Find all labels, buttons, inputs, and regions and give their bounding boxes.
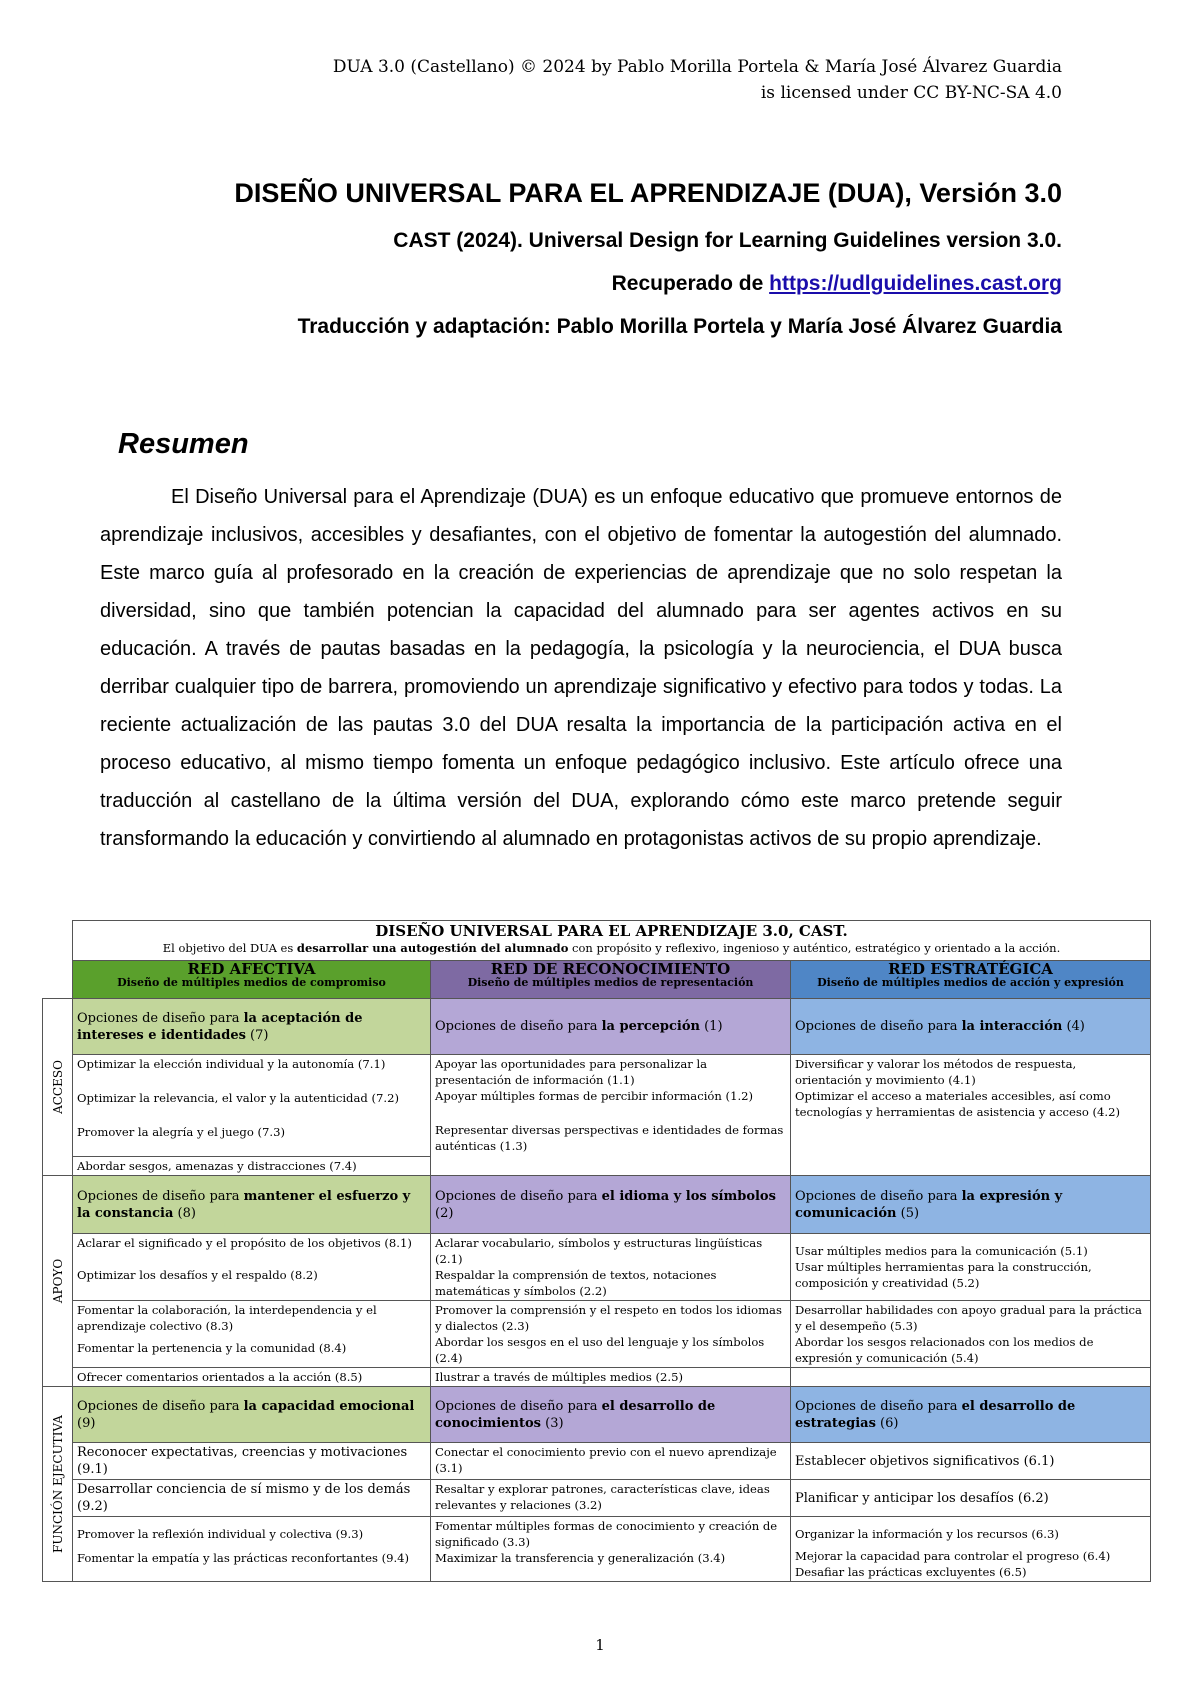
consideration: Optimizar la relevancia, el valor y la autenticidad (7.2) (77, 1091, 399, 1105)
license-line-1: DUA 3.0 (Castellano) © 2024 by Pablo Morilla Portela & María José Álvarez Guardia (332, 57, 1062, 77)
consideration: Optimizar el acceso a materiales accesibles, así como tecnologías y herramientas de asistencia y acceso (4.2) (795, 1089, 1120, 1119)
consideration: Usar múltiples medios para la comunicación (5.1) (795, 1244, 1088, 1258)
consideration-cell (73, 1368, 431, 1387)
options-number: (1) (699, 1019, 723, 1034)
license-line-2: is licensed under CC BY-NC-SA 4.0 (760, 83, 1062, 103)
consideration: Fomentar la empatía y las prácticas reconfortantes (9.4) (77, 1551, 410, 1565)
options-topic: el desarrollo de estrategias (795, 1398, 1076, 1431)
consideration: Fomentar la colaboración, la interdependencia y el aprendizaje colectivo (8.3) (77, 1303, 377, 1333)
row-label-text: ACCESO (50, 1060, 65, 1114)
options-topic: la expresión y comunicación (795, 1188, 1063, 1221)
consideration: Organizar la información y los recursos (6.3) (795, 1527, 1059, 1541)
network-name: RED DE RECONOCIMIENTO (490, 960, 731, 978)
consideration: Usar múltiples herramientas para la construcción, composición y creatividad (5.2) (795, 1260, 1092, 1290)
options-cell (791, 999, 1151, 1055)
consideration-cell (431, 1234, 791, 1301)
consideration-cell (431, 1480, 791, 1517)
consideration: Abordar los sesgos en el uso del lenguaje y los símbolos (2.4) (435, 1335, 765, 1365)
options-cell (431, 1387, 791, 1443)
options-prefix: Opciones de diseño para (77, 1188, 244, 1204)
network-desc: Diseño de múltiples medios de representación (467, 976, 754, 989)
options-number: (5) (896, 1205, 920, 1221)
options-prefix: Opciones de diseño para (77, 1010, 244, 1026)
consideration: Promover la reflexión individual y colectiva (9.3) (77, 1527, 364, 1541)
document-title: DISEÑO UNIVERSAL PARA EL APRENDIZAJE (DUA), Versión 3.0 (234, 178, 1062, 208)
options-topic: el desarrollo de conocimientos (435, 1398, 716, 1431)
row-label-funcion-ejecutiva (43, 1387, 73, 1582)
options-number: (4) (1062, 1019, 1085, 1034)
consideration: Maximizar la transferencia y generalización (3.4) (435, 1551, 726, 1565)
options-cell (73, 999, 431, 1055)
consideration-cell (791, 1234, 1151, 1301)
consideration: Promover la comprensión y el respeto en todos los idiomas y dialectos (2.3) (435, 1303, 782, 1333)
consideration: Aclarar vocabulario, símbolos y estructuras lingüísticas (2.1) (435, 1236, 763, 1266)
options-number: (7) (245, 1027, 269, 1043)
consideration-cell (73, 1157, 431, 1176)
options-topic: la percepción (601, 1019, 700, 1034)
options-number: (8) (173, 1205, 196, 1221)
options-number: (3) (540, 1415, 564, 1431)
options-cell (73, 1387, 431, 1443)
consideration: Desarrollar conciencia de sí mismo y de los demás (9.2) (77, 1482, 411, 1514)
network-affective (73, 961, 431, 999)
options-cell (431, 999, 791, 1055)
consideration: Mejorar la capacidad para controlar el progreso (6.4) (795, 1549, 1111, 1563)
consideration-cell (791, 1480, 1151, 1517)
consideration: Fomentar múltiples formas de conocimiento y creación de significado (3.3) (435, 1519, 778, 1549)
consideration: Desafiar las prácticas excluyentes (6.5) (795, 1565, 1027, 1579)
options-topic: mantener el esfuerzo y la constancia (77, 1188, 411, 1221)
options-prefix: Opciones de diseño para (77, 1398, 244, 1414)
consideration: Planificar y anticipar los desafíos (6.2) (795, 1490, 1049, 1506)
consideration: Apoyar múltiples formas de percibir información (1.2) (435, 1089, 754, 1103)
consideration-cell (431, 1368, 791, 1387)
network-strategic (791, 961, 1151, 999)
options-number: (6) (875, 1415, 899, 1431)
network-desc: Diseño de múltiples medios de acción y expresión (817, 976, 1124, 989)
options-number: (9) (77, 1415, 96, 1431)
network-recognition (431, 961, 791, 999)
resumen-heading: Resumen (118, 428, 249, 460)
options-prefix: Opciones de diseño para (795, 1188, 962, 1204)
page-number: 1 (595, 1636, 605, 1654)
network-name: RED AFECTIVA (187, 960, 316, 978)
options-prefix: Opciones de diseño para (795, 1019, 962, 1034)
options-prefix: Opciones de diseño para (435, 1188, 602, 1204)
options-topic: la aceptación de intereses e identidades (77, 1010, 363, 1043)
subtitle-post: con propósito y reflexivo, ingenioso y auténtico, estratégico y orientado a la acción. (568, 941, 1061, 955)
row-label-text: FUNCIÓN EJECUTIVA (50, 1415, 65, 1553)
table-header (73, 921, 1151, 961)
subtitle-pre: El objetivo del DUA es (162, 941, 297, 955)
consideration: Aclarar el significado y el propósito de los objetivos (8.1) (77, 1236, 412, 1250)
retrieved-prefix: Recuperado de (611, 272, 770, 295)
consideration: Establecer objetivos significativos (6.1) (795, 1453, 1055, 1469)
options-cell (791, 1176, 1151, 1234)
consideration: Apoyar las oportunidades para personalizar la presentación de información (1.1) (435, 1057, 708, 1087)
consideration: Abordar sesgos, amenazas y distracciones (7.4) (77, 1159, 357, 1173)
options-prefix: Opciones de diseño para (435, 1019, 602, 1034)
consideration: Optimizar los desafíos y el respaldo (8.2) (77, 1268, 318, 1282)
row-label-text: APOYO (50, 1258, 65, 1304)
network-desc: Diseño de múltiples medios de compromiso (117, 976, 386, 989)
consideration: Ofrecer comentarios orientados a la acción (8.5) (77, 1370, 363, 1384)
options-topic: el idioma y los símbolos (601, 1188, 776, 1204)
consideration: Abordar los sesgos relacionados con los medios de expresión y comunicación (5.4) (795, 1335, 1094, 1365)
consideration: Reconocer expectativas, creencias y motivaciones (9.1) (77, 1445, 408, 1477)
consideration: Fomentar la pertenencia y la comunidad (8.4) (77, 1341, 347, 1355)
corner-cell-2 (43, 961, 73, 999)
options-cell (791, 1387, 1151, 1443)
consideration: Ilustrar a través de múltiples medios (2.5) (435, 1370, 684, 1384)
corner-cell (43, 921, 73, 961)
consideration-cell (431, 1055, 791, 1176)
consideration-cell (791, 1443, 1151, 1480)
consideration-cell (73, 1517, 431, 1582)
consideration: Promover la alegría y el juego (7.3) (77, 1125, 285, 1139)
table-subtitle (77, 940, 1146, 956)
consideration-cell (791, 1301, 1151, 1368)
translation-credit: Traducción y adaptación: Pablo Morilla Portela y María José Álvarez Guardia (297, 315, 1062, 338)
options-topic: la interacción (961, 1019, 1063, 1034)
consideration-cell (791, 1517, 1151, 1582)
row-label-acceso (43, 999, 73, 1176)
consideration: Optimizar la elección individual y la autonomía (7.1) (77, 1057, 386, 1071)
consideration: Respaldar la comprensión de textos, notaciones matemáticas y símbolos (2.2) (435, 1268, 717, 1298)
options-cell (431, 1176, 791, 1234)
consideration-cell (73, 1480, 431, 1517)
consideration-cell (73, 1443, 431, 1480)
consideration-cell (431, 1443, 791, 1480)
consideration-cell (431, 1517, 791, 1582)
options-topic: la capacidad emocional (243, 1398, 415, 1414)
consideration: Representar diversas perspectivas e identidades de formas auténticas (1.3) (435, 1123, 784, 1153)
consideration-cell (431, 1301, 791, 1368)
citation: CAST (2024). Universal Design for Learning Guidelines version 3.0. (393, 229, 1062, 252)
consideration: Desarrollar habilidades con apoyo gradual para la práctica y el desempeño (5.3) (795, 1303, 1142, 1333)
source-link[interactable]: https://udlguidelines.cast.org (769, 272, 1062, 295)
consideration: Diversificar y valorar los métodos de respuesta, orientación y movimiento (4.1) (795, 1057, 1077, 1087)
consideration-cell (73, 1234, 431, 1301)
consideration: Resaltar y explorar patrones, características clave, ideas relevantes y relaciones (3.2) (435, 1482, 770, 1512)
options-prefix: Opciones de diseño para (795, 1398, 962, 1414)
consideration-cell (73, 1055, 431, 1157)
abstract-paragraph: El Diseño Universal para el Aprendizaje (DUA) es un enfoque educativo que promueve entornos de aprendizaje inclusivos, accesibles y desafiantes, con el objetivo de fomentar la autogestión del alumnado. Este marco guía al profesorado en la creación de experiencias de aprendizaje que no solo respetan la diversidad, sino que también potencian la capacidad del alumnado para ser agentes activos en su educación. A través de pautas basadas en la pedagogía, la psicología y la neurociencia, el DUA busca derribar cualquier tipo de barrera, promoviendo un aprendizaje significativo y efectivo para todos y todas. La reciente actualización de las pautas 3.0 del DUA resalta la importancia de la participación activa en el proceso educativo, al mismo tiempo fomenta un enfoque pedagógico inclusivo. Este artículo ofrece una traducción al castellano de la última versión del DUA, explorando cómo este marco pretende seguir transformando la educación y convirtiendo al alumnado en protagonistas activos de su propio aprendizaje. (100, 486, 1062, 850)
network-name: RED ESTRATÉGICA (888, 960, 1053, 978)
license-notice (333, 54, 1062, 106)
options-prefix: Opciones de diseño para (435, 1398, 602, 1414)
subtitle-bold: desarrollar una autogestión del alumnado (296, 941, 569, 955)
options-cell (73, 1176, 431, 1234)
row-label-apoyo (43, 1176, 73, 1387)
consideration-cell (791, 1368, 1151, 1387)
dua-guidelines-table (42, 920, 1151, 1582)
table-title: DISEÑO UNIVERSAL PARA EL APRENDIZAJE 3.0, CAST. (375, 922, 848, 940)
consideration-cell (791, 1055, 1151, 1176)
consideration-cell (73, 1301, 431, 1368)
options-number: (2) (435, 1205, 454, 1221)
retrieved-line (612, 272, 1062, 296)
consideration: Conectar el conocimiento previo con el nuevo aprendizaje (3.1) (435, 1445, 777, 1475)
